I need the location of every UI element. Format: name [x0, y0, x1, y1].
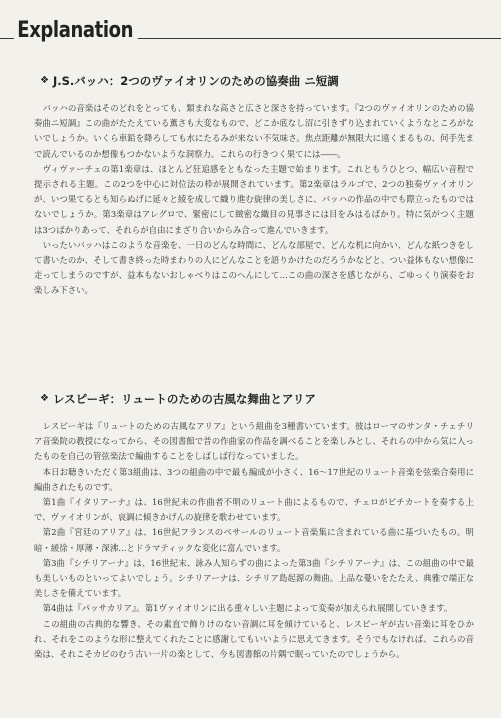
paragraph: 第2曲『宮廷のアリア』は、16世紀フランスのベサールのリュート音楽集に含まれている曲に基づいたもの。明暗・緩徐・厚薄・深沸…とドラマティックな変化に富んでいます。	[34, 527, 474, 553]
paragraph: この組曲の古典的な響き、その素直で飾りけのない音調に耳を傾けていると、レスピーギが古い音楽に耳をひかれ、それをこのような形に整えてくれたことに感謝してもいいように思えてきます。そうでもなければ、これらの音楽は、それこそカビのむう古い一片の楽として、今も図書館の片隅で眠っていたのでしょうから。	[34, 618, 474, 660]
paragraph: 第1曲『イタリアーナ』は、16世紀末の作曲者不明のリュート曲によるもので、チェロがピチカートを奏する上で、ヴァイオリンが、哀調に傾きかげんの旋律を歌わせています。	[34, 497, 474, 523]
section-bach	[34, 73, 474, 299]
page-title: Explanation	[14, 18, 138, 44]
section-heading-text: レスピーギ：リュートのための古風な舞曲とアリア	[52, 392, 316, 406]
paragraph: 第3曲『シチリアーナ』は、16世紀末、詠み人知らずの曲によった第3曲『シチリアーナ』は、この組曲の中で最も美しいものといってよいでしょう。シチリアーナは、シチリア島起源の舞曲。上品な憂いをたたえ、典雅で端正な美しさを備えています。	[34, 557, 474, 599]
diamond-icon: ❖	[40, 75, 49, 86]
paragraph: ヴィヴァーチェの第1楽章は、ほとんど狂追感をともなった主題で始まります。これともうひとつ、幅広い音程で提示される主題。この2つを中心に対位法の枠が展開されています。第2楽章はラルゴで、2つの独奏ヴァイオリンが、いつ果てるとも知らぬげに延々と綾を成して織り進む旋律の美しさに、バッハの作品の中でも際立ったものではないでしょうか。第3楽章はアレグロで、緊密にして緻密な織目の見事さには目をみはるばかり。特に気がつく主題は3つばかりあって、それらが自由にまざり合いからみ合って進んでいきます。	[34, 163, 474, 235]
paragraph: 第4曲は『パッサカリア』。第1ヴァイオリンに出る重々しい主題によって変奏が加えられ展開していきます。	[42, 603, 453, 614]
paragraph: 本日お聴きいただく第3組曲は、3つの組曲の中で最も編成が小さく、16〜17世紀のリュート音楽を弦楽合奏用に編曲されたものです。	[34, 466, 474, 492]
paragraph: バッハの音楽はそのどれをとっても、類まれな高さと広さと深さを持っています。『2つのヴァイオリンのための協奏曲ニ短調』この曲がたたえている薫さも大変なもので、どこか底なし沼に引きずり込まれていくようなところがないでしょうか。いくら車鉛を降ろしても水にたるみが来ない不気味さ。焦点距離が無限大に遠くまるもの、何手先まで読んでいるのか想像もつかないような洞察力。これらの行きつく果てには――。	[34, 103, 474, 159]
section-heading-text: J.S.バッハ：2つのヴァイオリンのための協奏曲 ニ短調	[52, 74, 339, 88]
diamond-icon: ❖	[40, 393, 49, 404]
paragraph: レスピーギは『リュートのための古風なアリア』という組曲を3種書いています。彼はローマのサンタ・チェチリア音楽院の教授になってから、その図書館で昔の作曲家の作品を調べることを楽しみとし、それらの中から気に入ったものを自己の管弦楽法で編曲することをしばしば行なっていました。	[34, 421, 474, 462]
section-respighi	[34, 391, 474, 662]
section-heading	[40, 73, 474, 89]
paragraph: いったいバッハはこのような音楽を、一日のどんな時間に、どんな部屋で、どんな机に向かい、どんな紙つきをして書いたのか、そして書き終った時まわりの人にどんなことを語りかけたのだろうかなどと、つい益体もない想像に走ってしまうのですが、益本もないおしゃべりはこのへんにして…この曲の深さを感じながら、ごゆっくり演奏をお楽しみ下さい。	[34, 239, 474, 296]
section-heading	[40, 391, 474, 407]
